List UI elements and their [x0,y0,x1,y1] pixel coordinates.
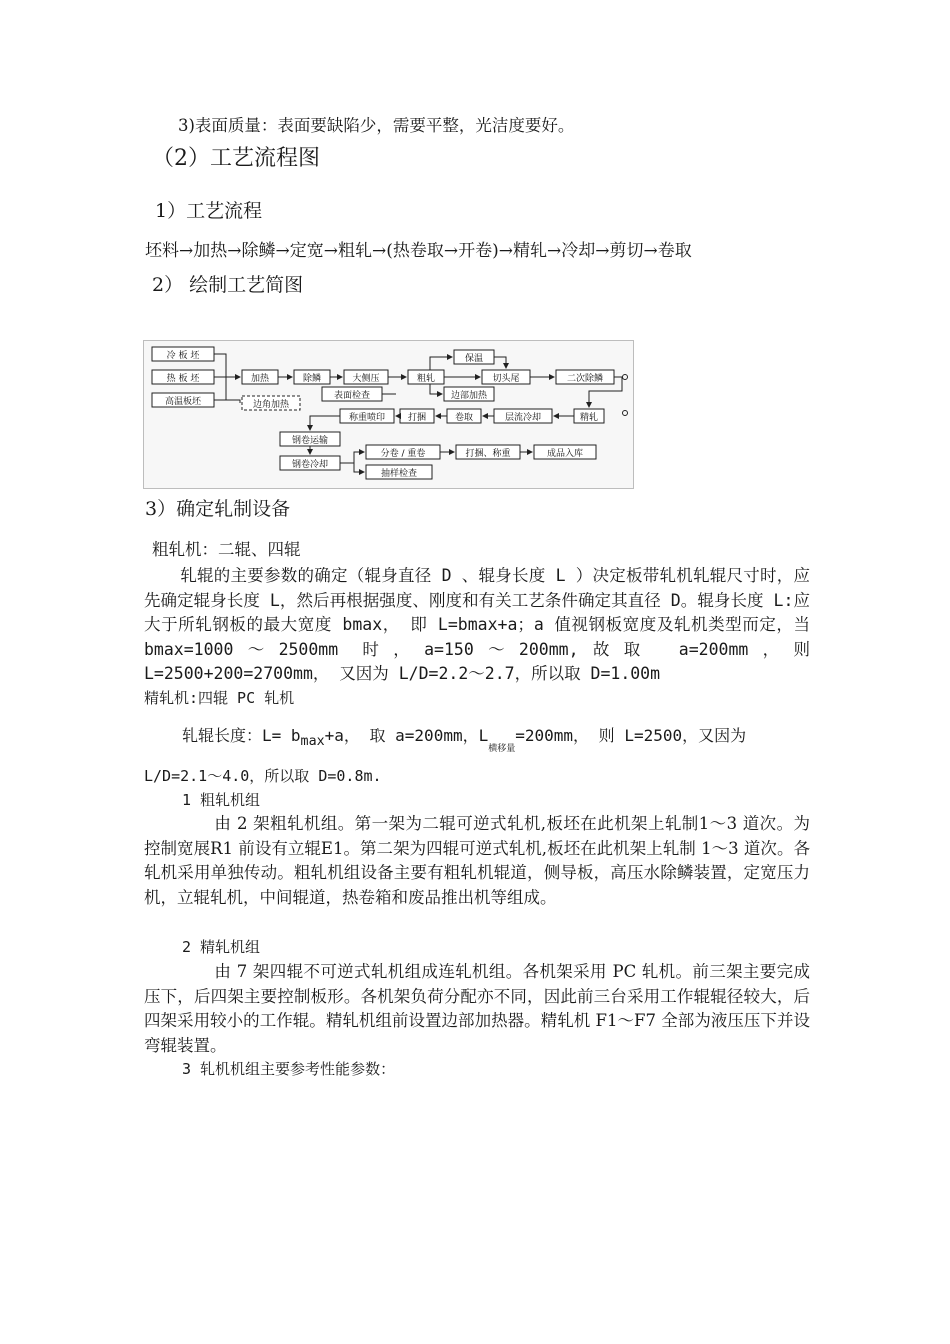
label-finish: 精轧 [579,413,599,423]
label-descaling: 除鳞 [302,374,322,384]
subsection-1-title: 1）工艺流程 [155,200,263,222]
label-weigh-print: 称重喷印 [348,413,386,423]
label-high-slab: 高温板坯 [164,397,202,407]
finish-group-paragraph [144,960,810,1058]
label-sample: 抽样检查 [380,469,418,479]
section-2-title: （2）工艺流程图 [152,146,320,171]
process-diagram-svg [144,341,633,488]
label-rough: 粗轧 [416,374,436,384]
label-big-press: 大侧压 [352,374,380,384]
label-transport: 钢卷运输 [291,436,329,446]
roll-params-text: 轧辊的主要参数的确定（辊身直径 D 、辊身长度 L ）决定板带轧机轧辊尺寸时，应先确定辊身长度 L，然后再根据强度、刚度和有关工艺条件确定其直径 D。辊身长度 L:应大于所轧钢板的最大宽度 bmax， 即 L=bmax+a；a 值视钢板宽度及轧机类型而定，当 bmax=1000～2500mm 时，a=150～200mm,故取 a=200mm，则 L=2500+200=2700mm， 又因为 L/D=2.2～2.7，所以取 D=1.00m [144,566,810,683]
rough-group-paragraph [144,812,810,910]
label-laminar: 层流冷却 [504,413,542,423]
finish-mill-line: 精轧机:四辊 PC 轧机 [144,689,295,707]
roll-length-suffix: =200mm， 则 L=2500，又因为 [515,726,747,745]
roll-length-line [182,724,746,761]
label-crop: 切头尾 [492,374,520,384]
label-cold-slab: 冷 板 坯 [166,351,200,361]
rough-group-heading: 1 粗轧机组 [182,791,261,809]
label-heating: 加热 [250,374,270,384]
label-surface-check: 表面检查 [333,391,371,401]
subsection-3-title: 3）确定轧制设备 [145,498,291,520]
label-bundle: 打捆 [407,413,427,423]
label-coil: 卷取 [454,413,474,423]
subsection-2-title: 2） 绘制工艺简图 [152,274,304,296]
roll-length-mid: +a， 取 a=200mm，L [324,726,489,745]
ld-line: L/D=2.1～4.0，所以取 D=0.8m. [144,767,382,785]
label-edge-heat: 边部加热 [450,391,488,401]
finish-group-text: 由 7 架四辊不可逆式轧机组成连轧机组。各机架采用 PC 轧机。前三架主要完成压下，后四架主要控制板形。各机架负荷分配亦不同，因此前三台采用工作辊辊径较大，后四架采用较小的工作辊。精轧机组前设置边部加热器。精轧机 F1～F7 全部为液压压下并设弯辊装置。 [144,962,810,1055]
label-warehouse: 成品入库 [546,449,584,459]
rough-group-text: 由 2 架粗轧机组。第一架为二辊可逆式轧机,板坯在此机架上轧制1～3 道次。为控制宽展R1 前设有立辊E1。第二架为四辊可逆式轧机,板坯在此机架上轧制 1～3 道次。各轧机采用单独传动。粗轧机组设备主要有粗轧机辊道，侧导板，高压水除鳞装置，定宽压力机，立辊轧机，中间辊道，热卷箱和废品推出机等组成。 [144,814,810,907]
finish-group-heading: 2 精轧机组 [182,938,261,956]
process-flow-text: 坯料→加热→除鳞→定宽→粗轧→(热卷取→开卷)→精轧→冷却→剪切→卷取 [145,241,692,261]
process-diagram [143,340,634,489]
roll-length-lsub: 横移量 [488,744,516,754]
params-heading: 3 轧机机组主要参考性能参数： [182,1060,396,1078]
label-second-descale: 二次除鳞 [566,374,604,384]
label-hot-slab: 热 板 坯 [166,374,200,384]
rough-mill-line: 粗轧机：二辊、四辊 [152,540,301,559]
label-split: 分卷 / 重卷 [380,449,426,459]
roll-params-paragraph [144,564,810,687]
label-corner-heat: 边角加热 [252,400,290,410]
label-cooling: 钢卷冷却 [291,460,329,470]
roll-length-sub: max [300,734,325,750]
quality-line: 3)表面质量：表面要缺陷少，需要平整，光洁度要好。 [178,116,575,135]
roll-length-prefix: 轧辊长度：L= b [182,726,301,745]
label-keep-warm: 保温 [464,354,484,364]
label-bundle-weigh: 打捆、称重 [465,449,511,459]
